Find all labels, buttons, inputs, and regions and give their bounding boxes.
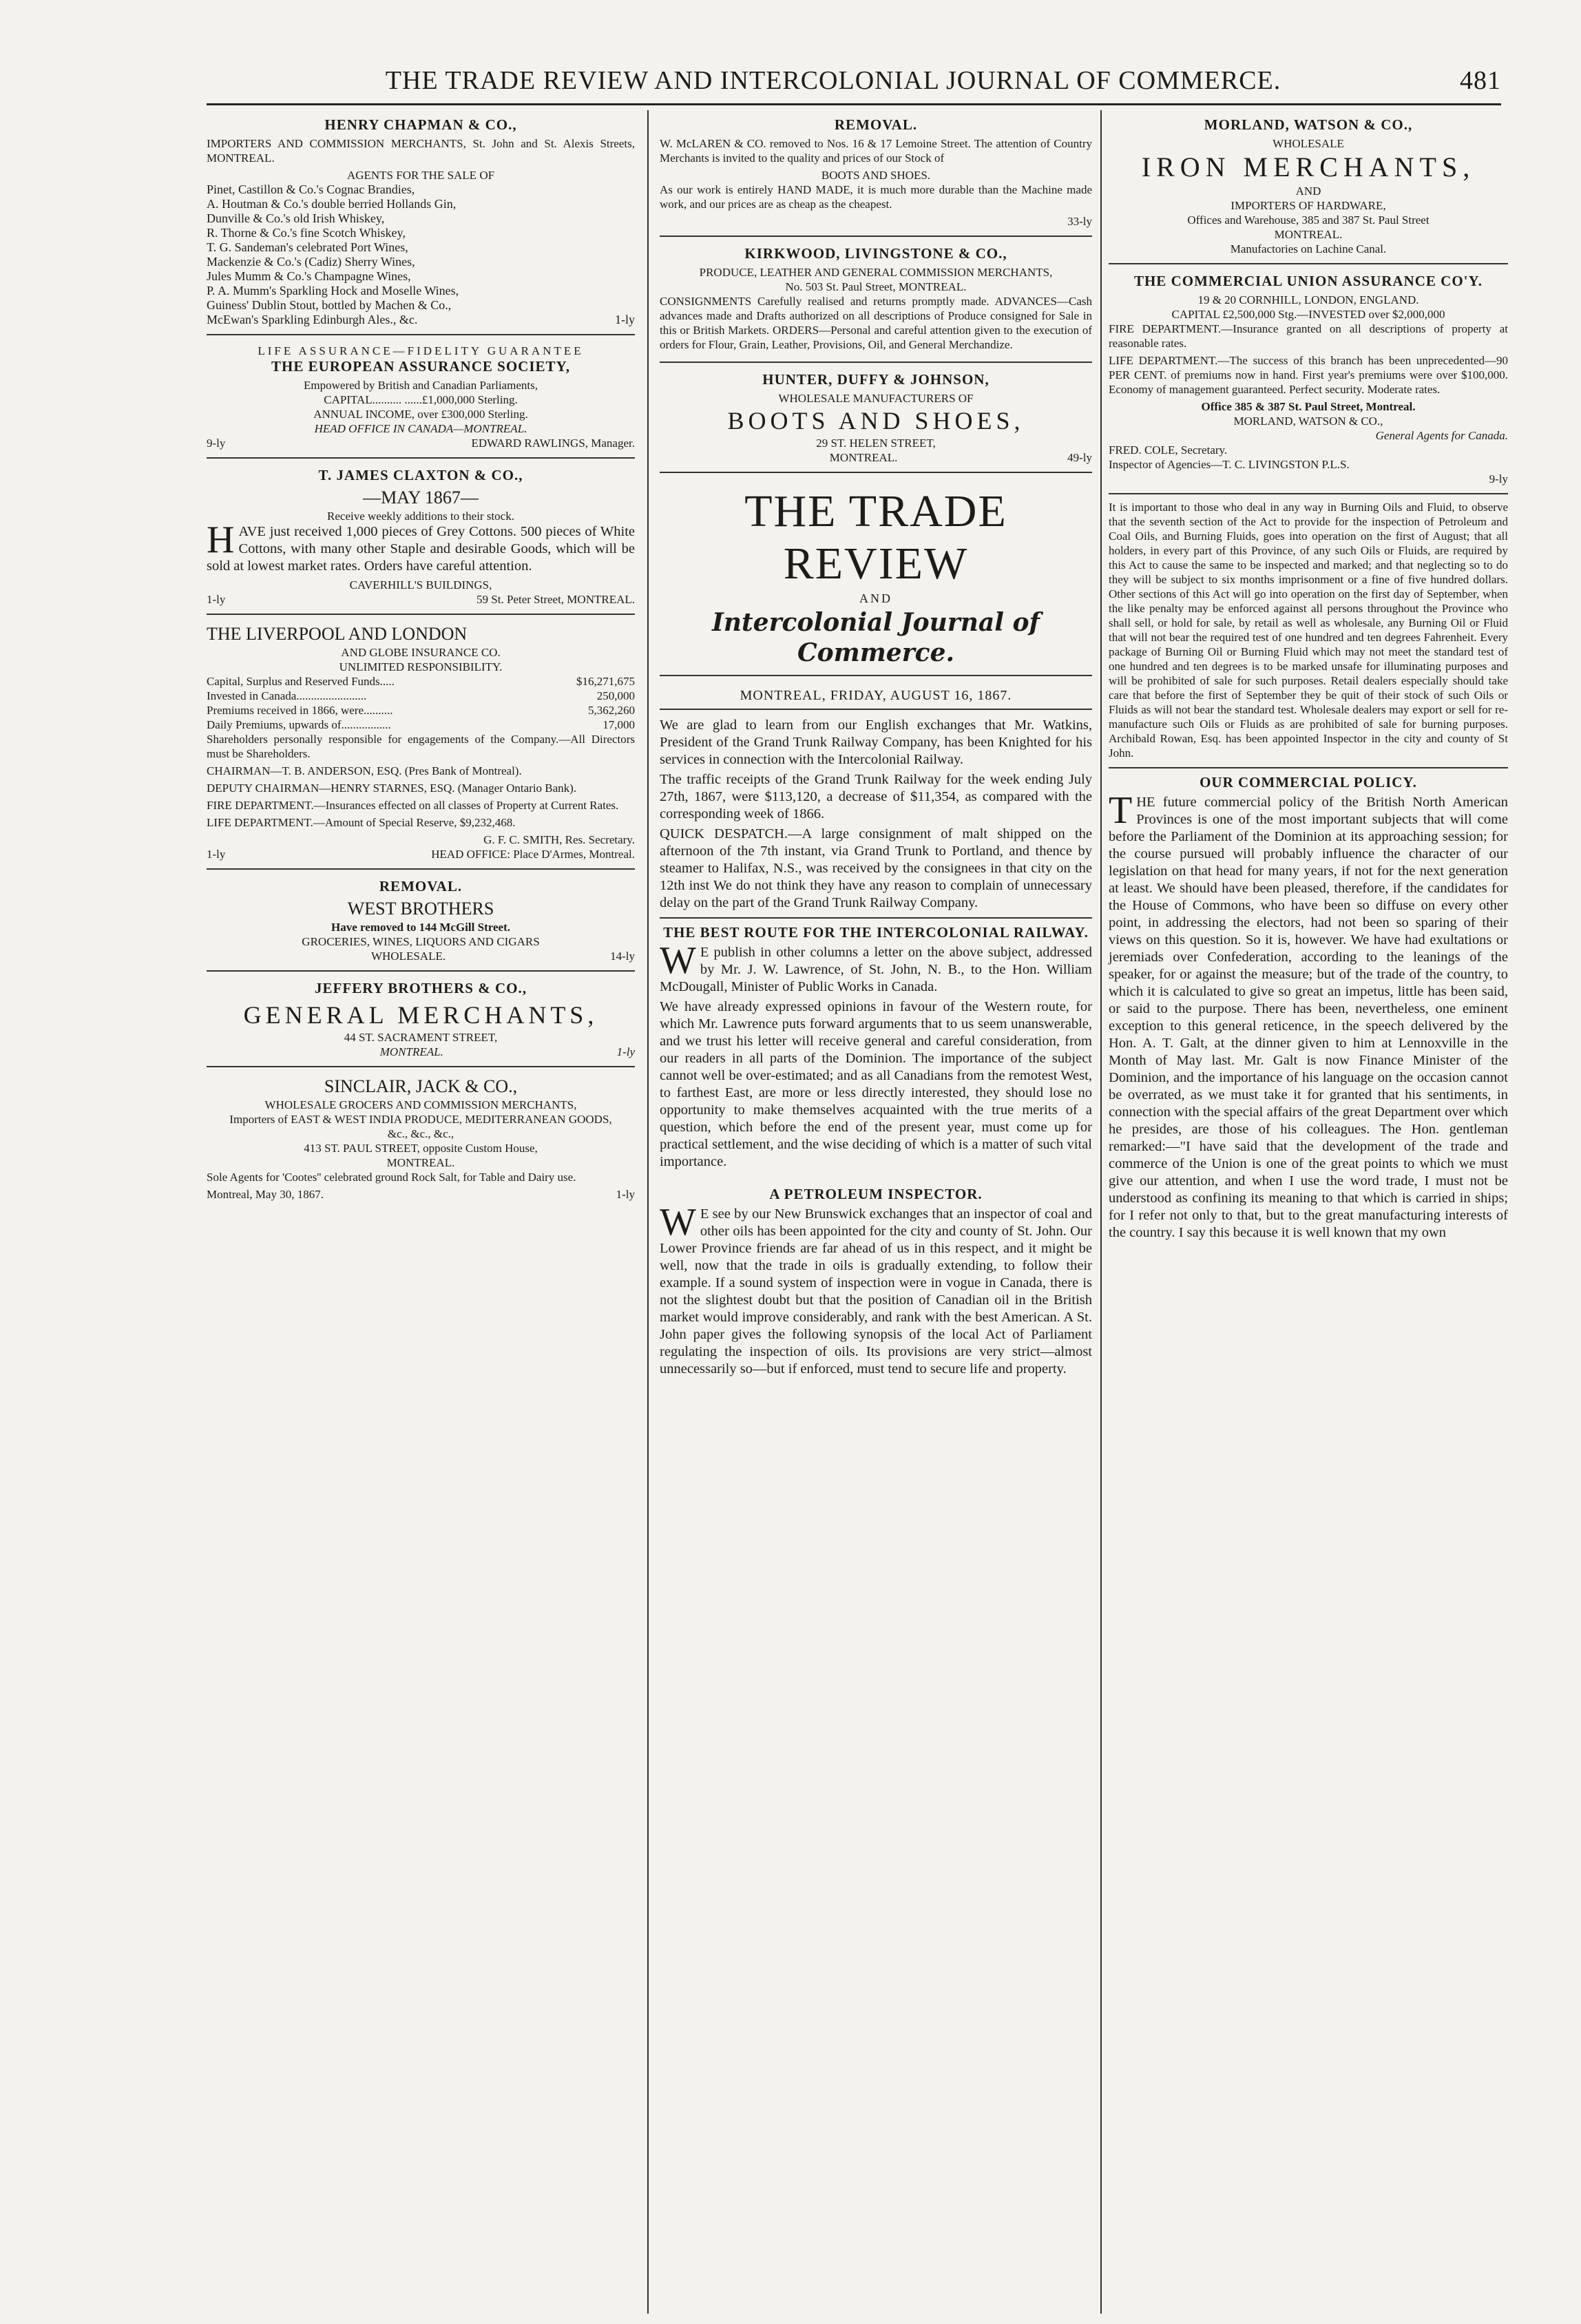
list-item: McEwan's Sparkling Edinburgh Ales., &c. 1-ly [207,313,635,326]
advert-title: T. JAMES CLAXTON & CO., [318,467,523,483]
advert-line: AND GLOBE INSURANCE CO. [341,646,501,659]
article-heading: THE BEST ROUTE FOR THE INTERCOLONIAL RAILWAY. [663,924,1089,941]
column-1 [207,114,635,1214]
advert-kicker: REMOVAL. [379,878,463,894]
article-paragraph: It is important to those who deal in any way in Burning Oils and Fluid, to observe that the seventh section of the Act to provide for the inspection of Petroleum and Coal Oils, and Burning Fluids, goes into operation on the first of August; that all holders, in every part of this Province, of any such Oils or Fluids, are required by this Act to cause the same to be inspected and marked; and that neglecting so to do they will be subject to six months imprisonment or a fine of five hundred dollars. Other sections of this Act will go into operation on the first day of September, when the like penalty may be enforced against all persons throughout the Province who shall sell, or hold for sale, by retail as well as wholesale, any Burning Oil or Fluid that will not bear the required test of one hundred and ten degrees Fahrenheit. Every package of Burning Oil or Burning Fluid which may not meet the standard test of one hundred and ten degrees is to be marked unsafe for illuminating purposes and will be prohibited of sale for such purposes. Retail dealers especially should take care that before the first of September they be quit of their stock of such Oils or Fluids as will not bear the standard test. Wholesale dealers may export or sell for re-manufacture such Oils or Fluids as are prohibited of sale for burning purposes. Archibald Rowan, Esq. has been appointed Inspector in the city and county of St John. [1109,501,1508,760]
sinclair-advert [207,1073,635,1208]
advert-trade: GENERAL MERCHANTS, [243,1001,598,1029]
advert-footer: MONTREAL. 1-ly [379,1045,635,1058]
advert-title: WEST BROTHERS [347,899,494,919]
advert-line: Shareholders personally responsible for engagements of the Company.—All Directors must be Shareholders. [207,733,635,760]
advert-footer: 1-ly HEAD OFFICE: Place D'Armes, Montreal. [207,848,635,861]
table-row: Daily Premiums, upwards of................. 17,000 [207,718,635,731]
article-paragraph: We have already expressed opinions in favour of the Western route, for which Mr. Lawrence puts forward arguments that to us seem unanswerable, and we trust his letter will receive general and careful consideration, from our readers in all parts of the Dominion. The importance of the subject cannot well be over-estimated; and as all Canadians from the remotest West, to farthest East, are more or less directly interested, they should lose no opportunity to make themselves acquainted with the true merits of a question, which before the end of the present year, must come up for practical settlement, and the wise deciding of which is a matter of such vital importance. [660,999,1092,1169]
advert-intro: IMPORTERS AND COMMISSION MERCHANTS, St. John and St. Alexis Streets, MONTREAL. [207,137,635,165]
advert-line: Office 385 & 387 St. Paul Street, Montreal. [1201,400,1416,413]
agency-list [207,182,635,327]
advert-line: CAVERHILL'S BUILDINGS, [349,578,492,592]
advert-line: FIRE DEPARTMENT.—Insurances effected on all classes of Property at Current Rates. [207,799,619,812]
advert-line: No. 503 St. Paul Street, MONTREAL. [785,280,967,293]
advert-line: HEAD OFFICE IN CANADA—MONTREAL. [314,422,527,435]
advert-line: ANNUAL INCOME, over £300,000 Sterling. [313,408,528,421]
advert-body: LIFE DEPARTMENT.—The success of this branch has been unprecedented—90 PER CENT. of premiums now in hand. First year's premiums were over $100,000. Economy of management guaranteed. Perfect security. Moderate rates. [1109,354,1508,396]
advert-title: SINCLAIR, JACK & CO., [324,1076,518,1096]
advert-line: CAPITAL.......... ......£1,000,000 Sterling. [324,393,518,406]
advert-line: 29 ST. HELEN STREET, [816,437,936,450]
table-row: Premiums received in 1866, were.......... 5,362,260 [207,704,635,717]
advert-trade: BOOTS AND SHOES, [727,407,1025,435]
advert-line: MONTREAL. [1274,228,1343,241]
advert-line: Manufactories on Lachine Canal. [1230,242,1387,255]
advert-subhead: —MAY 1867— [363,488,479,507]
advert-subhead: AGENTS FOR THE SALE OF [346,169,495,182]
advert-line: GROCERIES, WINES, LIQUORS AND CIGARS [302,935,540,948]
advert-body: FIRE DEPARTMENT.—Insurance granted on all descriptions of property at reasonable rates. [1109,322,1508,350]
advert-line: LIFE DEPARTMENT.—Amount of Special Reserve, $9,232,468. [207,816,516,829]
advert-footer: 1-ly 59 St. Peter Street, MONTREAL. [207,593,635,606]
advert-body: HAVE just received 1,000 pieces of Grey Cottons. 500 pieces of White Cottons, with many other Staple and desirable Goods, which will be sold at lowest market rates. Orders have careful attention. [207,519,635,574]
dateline: MONTREAL, FRIDAY, AUGUST 16, 1867. [660,683,1092,710]
advert-line: MORLAND, WATSON & CO., [1233,415,1383,428]
advert-ref: 33-ly [1067,215,1092,228]
advert-line: WHOLESALE MANUFACTURERS OF [778,392,974,405]
route-article [660,917,1092,1180]
advert-body: As our work is entirely HAND MADE, it is much more durable than the Machine made work, and our prices are as cheap as the cheapest. [660,183,1092,211]
list-item: Dunville & Co.'s old Irish Whiskey, [207,211,385,225]
masthead-subtitle: Intercolonial Journal of Commerce. [712,608,1040,667]
chapman-advert [207,114,635,335]
advert-line: BOOTS AND SHOES. [821,169,931,182]
advert-line: WHOLESALE [1273,137,1344,150]
advert-line: CHAIRMAN—T. B. ANDERSON, ESQ. (Pres Bank of Montreal). [207,764,522,777]
hunter-advert [660,368,1092,473]
list-item: Pinet, Castillon & Co.'s Cognac Brandies, [207,182,415,196]
advert-line: Receive weekly additions to their stock. [327,510,514,523]
mclaren-advert [660,114,1092,237]
advert-line: &c., &c., &c., [387,1127,454,1140]
list-item: R. Thorne & Co.'s fine Scotch Whiskey, [207,226,406,240]
advert-line: General Agents for Canada. [1375,429,1508,442]
advert-line: IMPORTERS OF HARDWARE, [1231,199,1386,212]
article-heading: OUR COMMERCIAL POLICY. [1200,774,1417,791]
advert-line: 413 ST. PAUL STREET, opposite Custom House, [304,1142,538,1155]
advert-line: MONTREAL. [386,1156,455,1169]
column-divider [1100,110,1102,2314]
list-item: T. G. Sandeman's celebrated Port Wines, [207,240,408,254]
masthead-title: THE TRADE REVIEW [744,486,1007,589]
advert-line: UNLIMITED RESPONSIBILITY. [339,660,503,673]
table-row: Capital, Surplus and Reserved Funds..... $16,271,675 [207,675,635,688]
advert-line: WHOLESALE GROCERS AND COMMISSION MERCHANTS, [264,1098,577,1111]
european-assurance-advert [207,341,635,459]
advert-kicker: REMOVAL. [834,116,918,133]
advert-line: DEPUTY CHAIRMAN—HENRY STARNES, ESQ. (Manager Ontario Bank). [207,782,577,795]
advert-line: CAPITAL £2,500,000 Stg.—INVESTED over $2,000,000 [1171,308,1445,321]
advert-title: KIRKWOOD, LIVINGSTONE & CO., [744,245,1007,262]
advert-title: THE COMMERCIAL UNION ASSURANCE CO'Y. [1133,273,1483,289]
policy-article [1109,767,1508,1242]
kirkwood-advert [660,242,1092,363]
article-paragraph: WE see by our New Brunswick exchanges that an inspector of coal and other oils has been appointed for the city and county of St. John. Our Lower Province friends are far ahead of us in this respect, and it might be well, now that the trade in oils is gradually extending, to follow their example. If a sound system of inspection were in vogue in Canada, there is not the slightest doubt but that the position of Canadian oil in the British market would improve considerably, and rank with the best American. A St. John paper gives the following synopsis of the local Act of Parliament regulating the inspection of oils. Its provisions are very strict—almost unnecessarily so—but if enforced, must tend to secure life and property. [660,1201,1092,1376]
advert-kicker: LIFE ASSURANCE—FIDELITY GUARANTEE [258,344,584,357]
advert-line: Sole Agents for 'Cootes'' celebrated ground Rock Salt, for Table and Dairy use. [207,1171,576,1184]
article-paragraph: We are glad to learn from our English exchanges that Mr. Watkins, President of the Grand Trunk Railway Company, has been Knighted for his services in connection with the Intercolonial Railway. [660,718,1092,767]
page-title: THE TRADE REVIEW AND INTERCOLONIAL JOURNAL OF COMMERCE. [385,66,1281,95]
advert-line: G. F. C. SMITH, Res. Secretary. [483,833,635,846]
article-paragraph: THE future commercial policy of the British North American Provinces is one of the most important subjects that will come before the Parliament of the Dominion at its approaching session; for the course pursued will probably influence the character of our legislation on that head for many years, if not for the next generation at least. We should have been pleased, therefore, if the candidates for the House of Commons, who have been so diffuse on every other point, in addressing the electors, had not been so sparing of their views on this question. So it is, however. We have had exultations or jeremiads over Confederation, according to the leanings of the speaker, for or against the measure; but of the trade of the country, to which it is calculated to give so great an impetus, little has been said, or said to the purpose. There has been, nevertheless, one eminent exception to this general reticence, in the speech delivered by the Hon. A. T. Galt, at the dinner given to him at Lennoxville in the Month of May last. Mr. Galt is now Finance Minister of the Dominion, and the importance of his language on the occasion cannot be overrated, as we must take it for granted that his sentiments, in connection with the special affairs of the great Department over which he presides, are those of his colleagues. The Hon. gentleman remarked:—"I have said that the development of the trade and commerce of the Union is one of the great points to which we must give our attention, and when I use the word trade, I must not be understood as confining its meaning to that which is carried in ships; for I refer not only to that, but to the great manufacturing interests of the country. I say this because it is well known that my own [1109,789,1508,1240]
article-paragraph: The traffic receipts of the Grand Trunk Railway for the week ending July 27th, 1867, were $113,120, a decrease of $11,354, as compared with the corresponding week of 1866. [660,772,1092,821]
liverpool-advert [207,620,635,870]
article-paragraph: QUICK DESPATCH.—A large consignment of malt shipped on the afternoon of the 7th instant, via Grand Trunk to Portland, and thence by steamer to Halifax, N.S., was received by the consignees in that city on the 12th inst We do not think they have any reason to complain of unnecessary delay on the part of the Grand Trunk Railway Company. [660,826,1092,910]
advert-line: Have removed to 144 McGill Street. [331,921,510,934]
advert-footer: MONTREAL. 49-ly [829,451,1092,464]
advert-title: HENRY CHAPMAN & CO., [324,116,517,133]
masthead-and: AND [859,592,892,605]
west-brothers-advert [207,875,635,972]
advert-footer: WHOLESALE. 14-ly [370,950,635,963]
advert-footer: 9-ly EDWARD RAWLINGS, Manager. [207,437,635,450]
advert-body: W. McLAREN & CO. removed to Nos. 16 & 17 Lemoine Street. The attention of Country Merchants is invited to the quality and prices of our Stock of [660,137,1092,165]
list-item: P. A. Mumm's Sparkling Hock and Moselle Wines, [207,284,459,297]
advert-title: THE LIVERPOOL AND LONDON [207,624,468,644]
advert-title: HUNTER, DUFFY & JOHNSON, [762,371,990,388]
advert-footer: Montreal, May 30, 1867. 1-ly [207,1188,635,1201]
column-2 [660,114,1092,1381]
advert-title: MORLAND, WATSON & CO., [1204,116,1413,133]
masthead [660,479,1092,676]
advert-line: Inspector of Agencies—T. C. LIVINGSTON P.L.S. [1109,458,1350,471]
advert-line: AND [1295,185,1321,198]
page-header [207,65,1501,96]
list-item: Jules Mumm & Co.'s Champagne Wines, [207,269,411,283]
advert-line: Empowered by British and Canadian Parliaments, [304,379,538,392]
column-divider [647,110,649,2314]
advert-line: PRODUCE, LEATHER AND GENERAL COMMISSION MERCHANTS, [699,266,1053,279]
page-number: 481 [1460,66,1501,95]
commercial-union-advert [1109,270,1508,494]
advert-line: 19 & 20 CORNHILL, LONDON, ENGLAND. [1197,293,1419,306]
advert-title: JEFFERY BROTHERS & CO., [315,980,527,996]
advert-line: Importers of EAST & WEST INDIA PRODUCE, MEDITERRANEAN GOODS, [229,1113,612,1126]
claxton-advert [207,464,635,615]
advert-line: FRED. COLE, Secretary. [1109,443,1228,457]
petroleum-article [660,1186,1092,1378]
advert-ref: 9-ly [1489,472,1508,485]
column-3 [1109,114,1508,1244]
advert-trade: IRON MERCHANTS, [1141,151,1476,182]
header-rule [207,103,1501,105]
advert-title: THE EUROPEAN ASSURANCE SOCIETY, [271,358,570,375]
morland-advert [1109,114,1508,264]
advert-line: 44 ST. SACRAMENT STREET, [344,1031,498,1044]
list-item: Guiness' Dublin Stout, bottled by Machen & Co., [207,298,452,312]
table-row: Invested in Canada........................ 250,000 [207,689,635,702]
jeffery-advert [207,977,635,1067]
article-heading: A PETROLEUM INSPECTOR. [769,1186,983,1202]
article-paragraph: WE publish in other columns a letter on the above subject, addressed by Mr. J. W. Lawrence, of St. John, N. B., to the Hon. William McDougall, Minister of Public Works in Canada. [660,939,1092,994]
list-item: A. Houtman & Co.'s double berried Hollands Gin, [207,197,457,211]
advert-body: CONSIGNMENTS Carefully realised and returns promptly made. ADVANCES—Cash advances made and Drafts authorized on all descriptions of Produce consigned for Sale in this or British Markets. ORDERS—Personal and careful attention given to the execution of orders for Flour, Grain, Leather, Provisions, Oil, and General Merchandize. [660,295,1092,351]
advert-line: Offices and Warehouse, 385 and 387 St. Paul Street [1187,213,1430,227]
list-item: Mackenzie & Co.'s (Cadiz) Sherry Wines, [207,255,415,269]
